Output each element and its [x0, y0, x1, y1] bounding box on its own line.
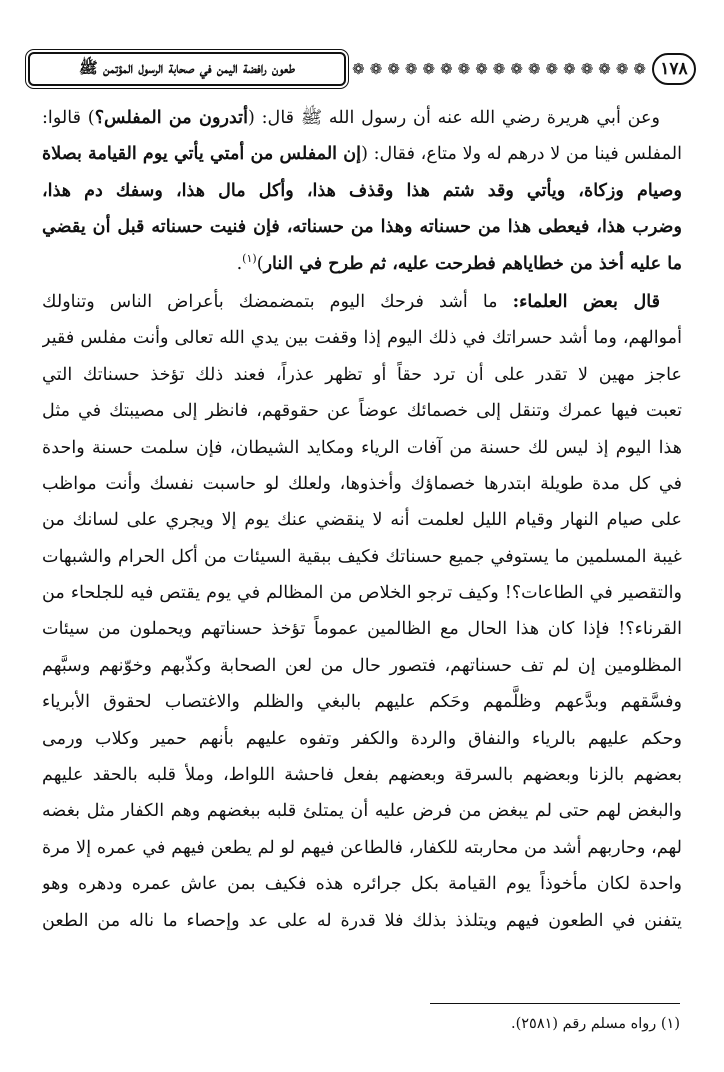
text-line: والبغض لهم حتى لم يبغض من فرض عليه أن يمتلئ قلبه ببغضهم وهم الكفار مثل بغضه — [42, 801, 682, 822]
ornament-icon: ❁ — [352, 61, 365, 77]
text-line: المظلومين إن لم تف حسناتهم، فتصور حال من لعن الصحابة وكذّبهم وخوّنهم وسبَّهم — [42, 655, 682, 676]
text-line: يتفنن في الطعون فيهم ويتلذذ بذلك فلا قدرة له على عد وإحصاء ما ناله من الطعن — [42, 910, 682, 931]
footnote-divider — [430, 1003, 680, 1004]
text-line: على صيام النهار وقيام الليل لعلمت أنه لا ينقضي عنك يوم إلا ويجري على لسانك من — [42, 510, 682, 531]
ornament-icon: ❁ — [440, 61, 453, 77]
text-line: وصيام وزكاة، ويأتي وقد شتم هذا وقذف هذا، وأكل مال هذا، وسفك دم هذا، — [42, 179, 682, 201]
text-line: هذا اليوم إذ ليس لك حسنة من آفات الرياء ومكايد الشيطان، فإن سلمت حسنة واحدة — [42, 437, 682, 458]
text-line — [42, 246, 682, 282]
hadith-intro: وعن أبي هريرة رضي الله عنه أن رسول الله ﷺ قال: ( — [247, 108, 660, 128]
text-line: عاجز مهين لا تقدر على أن ترد حقاً أو تظهر عذراً، فعند ذلك تؤخذ حسناتك التي — [42, 364, 682, 385]
text-line: بعضهم بالزنا وبعضهم بالسرقة وبعضهم بفعل فاحشة اللواط، وملأ قلبه بالحقد عليهم — [42, 765, 682, 786]
ornament-icon: ❁ — [527, 61, 541, 77]
hadith-reply: ) قالوا: — [42, 108, 95, 128]
hadith-question: أتدرون من المفلس؟ — [94, 107, 248, 128]
text-line — [42, 284, 682, 320]
hadith-text: المفلس فينا من لا درهم له ولا متاع، فقال: ( — [361, 144, 682, 165]
scholar-text: ما أشد فرحك اليوم بتمضمضك بأعراض الناس وتناولك — [42, 291, 498, 312]
footnote: (١) رواه مسلم رقم (٢٥٨١). — [510, 1016, 680, 1032]
ornament-icon: ❁ — [510, 61, 523, 77]
ornament-icon: ❁ — [475, 61, 488, 77]
header-ornament-row — [346, 62, 652, 77]
text-line: وفسَّقهم وبدَّعهم وظلَّمهم وحَكم عليهم بالبغي والظلم والاغتصاب لحقوق الأبرياء — [42, 692, 682, 713]
ornament-icon: ❁ — [545, 61, 559, 77]
ornament-icon: ❁ — [369, 61, 383, 77]
ornament-icon: ❁ — [633, 61, 646, 77]
text-line: وحكم عليهم بالرياء والنفاق والردة والكفر وتفوه عليهم بأنهم حمير وكلاب ورمى — [42, 728, 682, 749]
text-line — [42, 100, 682, 136]
quote-close: ) — [256, 253, 264, 274]
ornament-icon: ❁ — [422, 61, 436, 77]
page-number: ١٧٨ — [652, 53, 696, 85]
ornament-icon: ❁ — [457, 61, 471, 77]
text-line: واحدة لكان مأخوذاً يوم القيامة بكل جرائره هذه فكيف بمن عاش عمره ودهره وهو — [42, 874, 682, 895]
text-line: لهم، وحاربهم أشد من محاربته للكفار، فالطاعن فيهم لو لم يطعن فيهم في عمره إلا مرة — [42, 837, 682, 858]
text-line: تعبت فيها عمرك وتنقل إلى خصمائك عوضاً عن حقوقهم، فانظر إلى مصيبتك في مثل — [42, 401, 682, 422]
ornament-icon: ❁ — [387, 61, 400, 77]
text-line: القرناء؟! فإذا كان هذا الحال مع الظالمين عموماً تؤخذ حسناتهم ويحملون من سيئات — [42, 619, 682, 640]
footnote-reference[interactable]: (١) — [242, 251, 257, 265]
ornament-icon: ❁ — [492, 61, 506, 77]
text-line: وضرب هذا، فيعطى هذا من حسناته وهذا من حسناته، فإن فنيت حسناته قبل أن يقضي — [42, 216, 682, 238]
text-line — [42, 136, 682, 172]
ornament-icon: ❁ — [615, 61, 629, 77]
text-line: أموالهم، وما أشد حسراتك في ذلك اليوم إذا وقفت بين يدي الله تعالى وأنت مفلس فقير — [42, 328, 682, 349]
ornament-icon: ❁ — [563, 61, 576, 77]
period: . — [236, 253, 243, 274]
body-text — [42, 100, 682, 939]
ornament-icon: ❁ — [404, 61, 418, 77]
hadith-quote: إن المفلس من أمتي يأتي يوم القيامة بصلاة — [42, 143, 362, 165]
ornament-icon: ❁ — [580, 61, 594, 77]
scholar-lead: قال بعض العلماء: — [512, 290, 661, 312]
running-title: طعون رافضة اليمن في صحابة الرسول المؤتمن ﷺ — [28, 52, 346, 86]
hadith-quote-end: ما عليه أخذ من خطاياهم فطرحت عليه، ثم طرح في النار — [263, 252, 682, 274]
page-header — [28, 50, 696, 88]
text-line: في كل مدة طويلة ابتدرها خصماؤك وأخذوها، ولعلك لو حاسبت نفسك وأنت مواظب — [42, 473, 682, 494]
text-line: والتقصير في الطاعات؟! وكيف ترجو الخلاص من المظالم في يوم يقتص فيه للجلحاء من — [42, 583, 682, 604]
text-line: غيبة المسلمين ما يستوفي جميع حسناتك فكيف ببقية السيئات من أكل الحرام والشبهات — [42, 546, 682, 567]
ornament-icon: ❁ — [598, 61, 611, 77]
